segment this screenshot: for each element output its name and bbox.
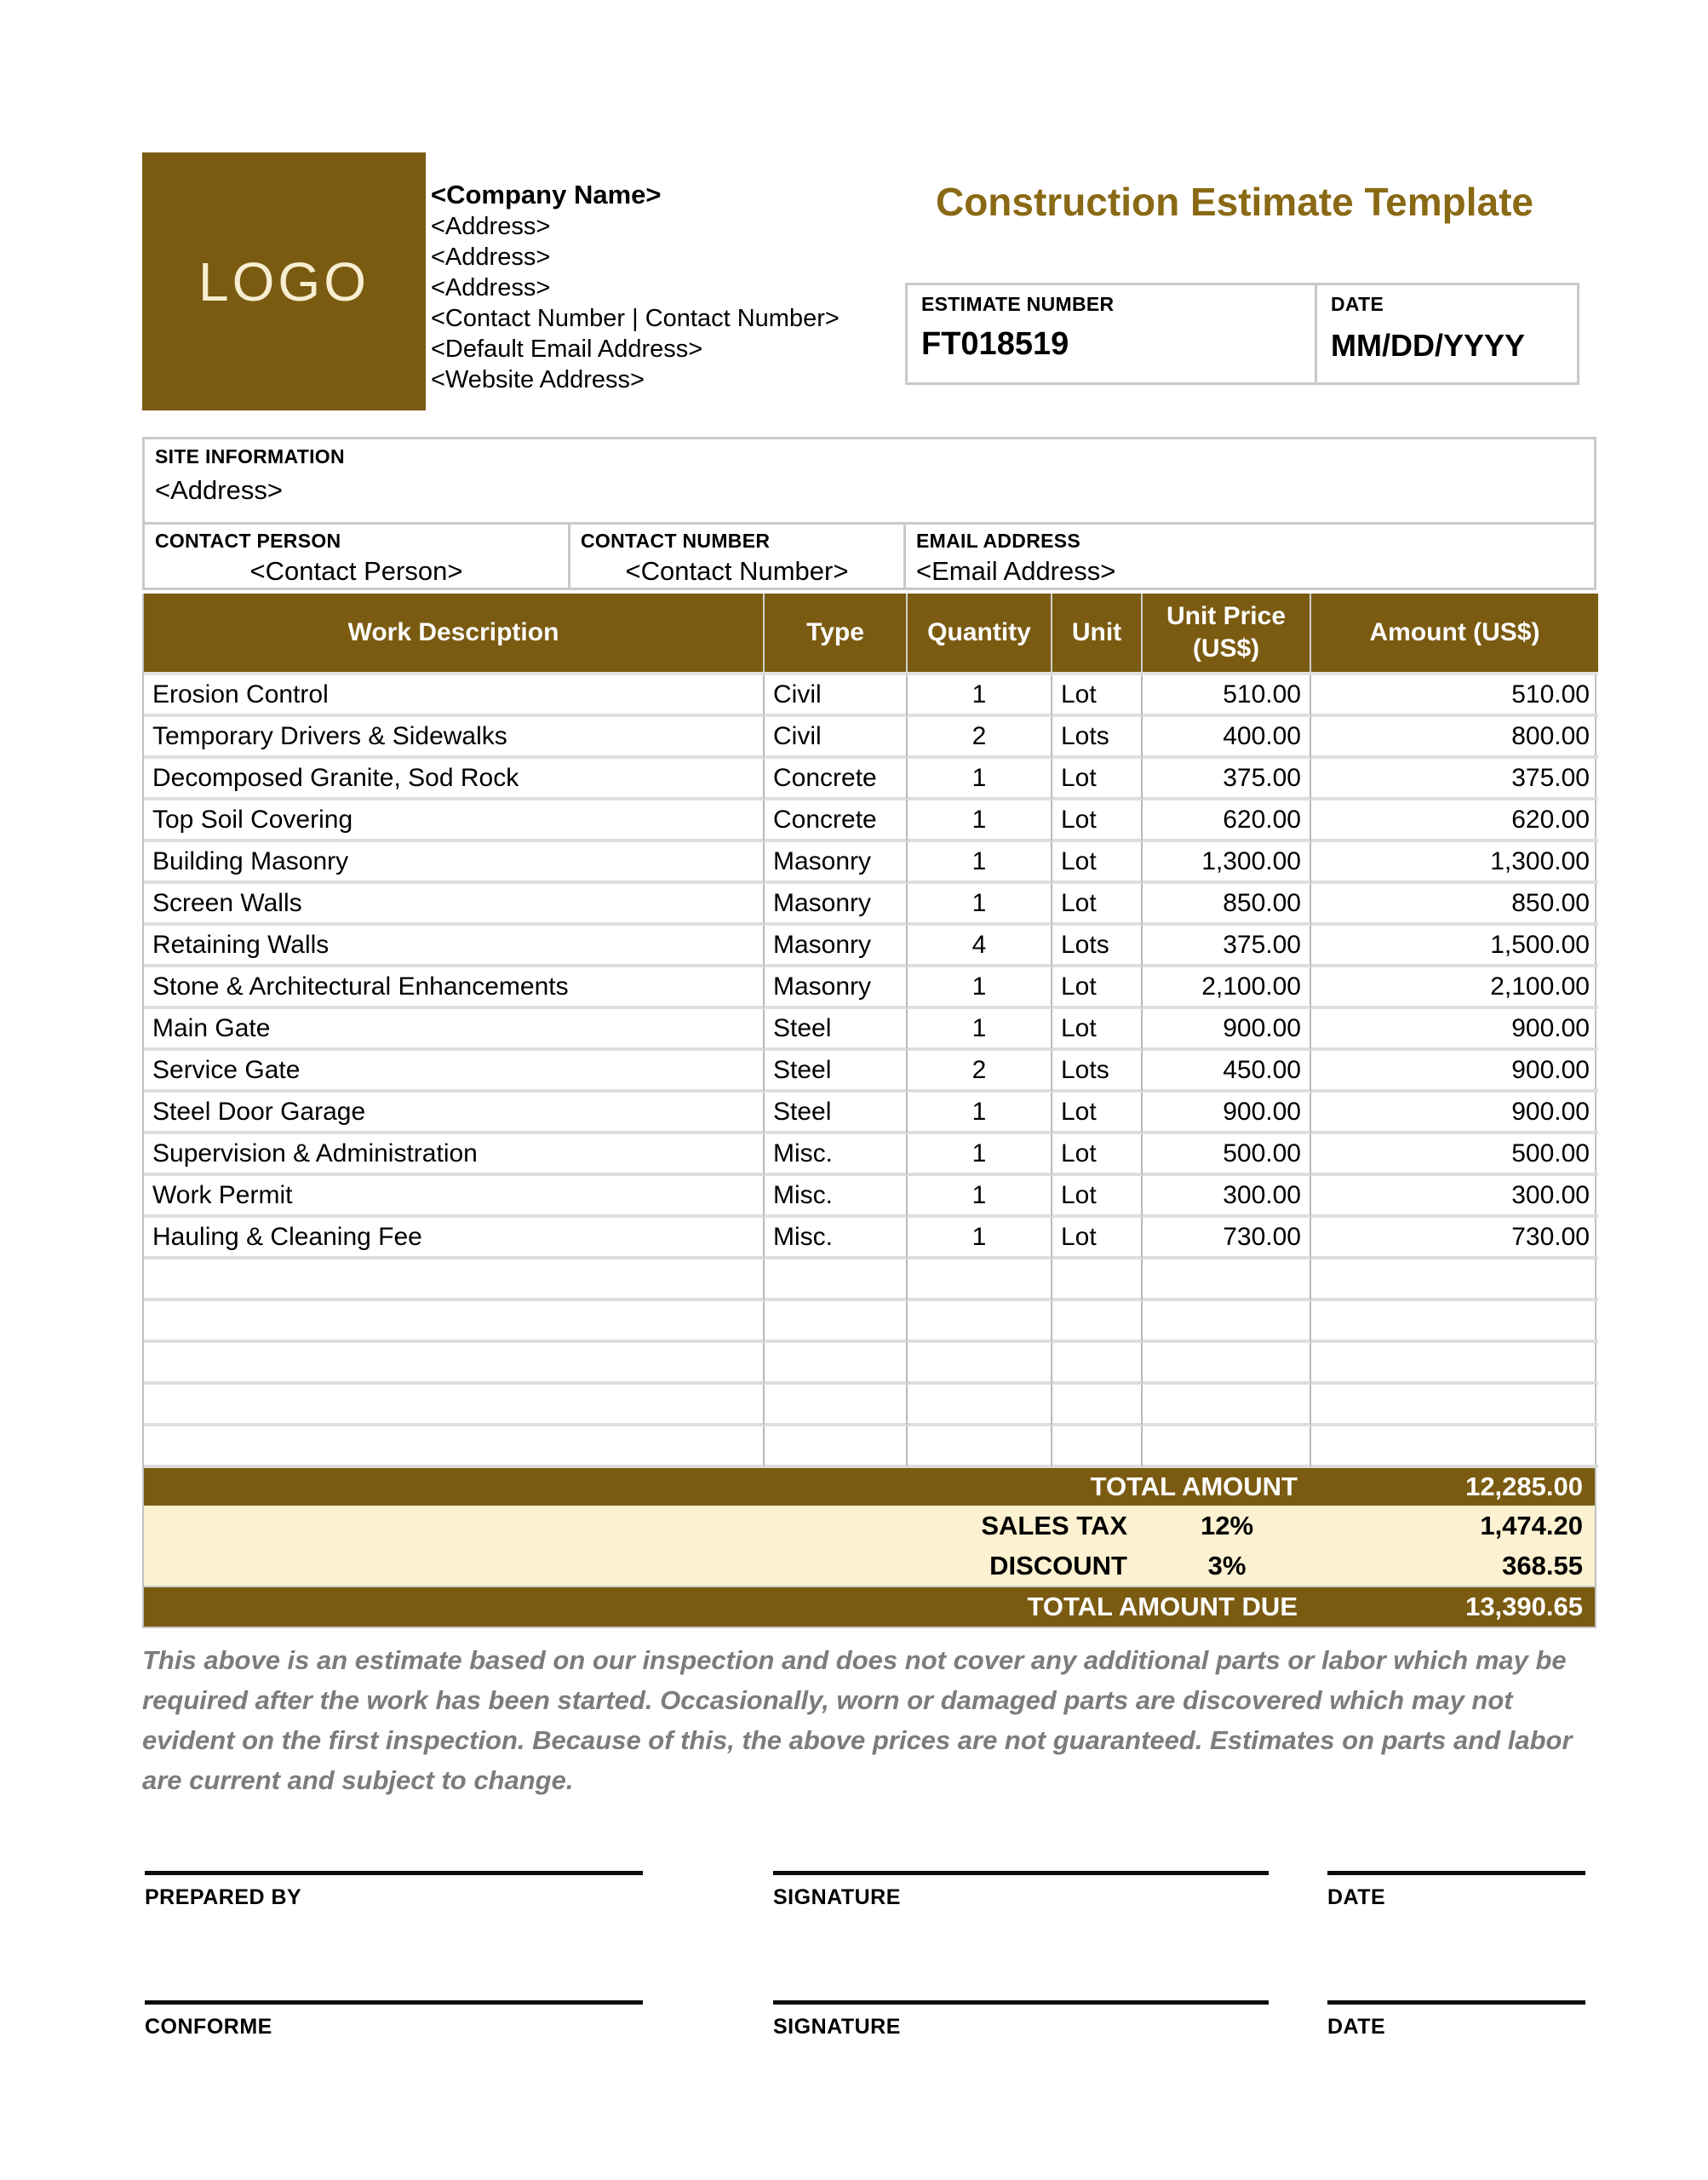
unit-cell: Lot [1052,1218,1143,1259]
company-name: <Company Name> [431,180,662,209]
table-header-row [144,594,1598,675]
type-cell: Masonry [765,926,908,967]
type-cell: Steel [765,1051,908,1093]
unit-cell [1052,1385,1143,1426]
table-row [144,967,1598,1009]
amount-cell: 500.00 [1311,1134,1598,1176]
total-amount-due-value: 13,390.65 [1465,1592,1583,1621]
unit-cell: Lots [1052,717,1143,759]
company-logo [142,152,426,410]
type-cell: Misc. [765,1134,908,1176]
column-header-work-description: Work Description [144,594,765,675]
site-information-box [142,437,1596,590]
type-cell: Masonry [765,967,908,1009]
amount-cell [1311,1343,1598,1385]
quantity-cell: 1 [908,1218,1052,1259]
site-address-cell [145,439,1594,522]
work-description-cell: Hauling & Cleaning Fee [144,1218,765,1259]
work-description-cell [144,1301,765,1343]
work-description-cell: Temporary Drivers & Sidewalks [144,717,765,759]
site-contact-row [145,522,1594,588]
amount-cell [1311,1301,1598,1343]
quantity-cell [908,1385,1052,1426]
estimate-number-label: ESTIMATE NUMBER [921,293,1115,315]
unit-price-header-line2: (US$) [1192,634,1260,663]
table-row [144,717,1598,759]
signature-label: SIGNATURE [773,1885,901,1909]
quantity-cell: 1 [908,1176,1052,1218]
quantity-cell: 1 [908,967,1052,1009]
unit-cell: Lot [1052,967,1143,1009]
table-row [144,842,1598,884]
amount-cell: 2,100.00 [1311,967,1598,1009]
signature-block [773,2000,1269,2039]
unit-cell: Lot [1052,1009,1143,1051]
unit-price-cell: 400.00 [1143,717,1311,759]
quantity-cell: 1 [908,1093,1052,1134]
contact-number-value: <Contact Number> [625,556,849,586]
column-header-unit-price [1143,594,1311,675]
estimate-table-section [142,594,1596,1628]
company-email-line: <Default Email Address> [431,336,703,363]
column-header-type: Type [765,594,908,675]
unit-cell [1052,1259,1143,1301]
company-info-block [431,179,840,395]
table-row [144,800,1598,842]
sales-tax-value: 1,474.20 [1480,1511,1583,1540]
unit-cell [1052,1301,1143,1343]
quantity-cell: 2 [908,717,1052,759]
unit-price-cell: 1,300.00 [1143,842,1311,884]
unit-price-cell: 500.00 [1143,1134,1311,1176]
company-address-line: <Address> [431,274,551,301]
unit-cell [1052,1343,1143,1385]
type-cell: Misc. [765,1218,908,1259]
date-label: DATE [1331,293,1384,315]
empty-table-row [144,1301,1598,1343]
unit-price-cell [1143,1426,1311,1468]
estimate-meta-box [905,283,1579,385]
discount-rate: 3% [1207,1551,1247,1580]
unit-price-cell: 900.00 [1143,1009,1311,1051]
amount-cell: 800.00 [1311,717,1598,759]
quantity-cell: 1 [908,884,1052,926]
date-label: DATE [1327,1885,1386,1909]
quantity-cell: 1 [908,842,1052,884]
unit-cell: Lot [1052,759,1143,800]
quantity-cell [908,1301,1052,1343]
discount-row [144,1546,1595,1587]
empty-table-row [144,1259,1598,1301]
work-description-cell: Building Masonry [144,842,765,884]
amount-cell: 1,500.00 [1311,926,1598,967]
type-cell: Concrete [765,800,908,842]
type-cell: Steel [765,1009,908,1051]
amount-cell: 900.00 [1311,1093,1598,1134]
discount-label: DISCOUNT [989,1551,1127,1580]
type-cell: Masonry [765,842,908,884]
type-cell: Civil [765,675,908,717]
unit-cell: Lot [1052,675,1143,717]
type-cell: Civil [765,717,908,759]
email-address-cell [906,525,1594,588]
column-header-unit: Unit [1052,594,1143,675]
unit-price-cell: 300.00 [1143,1176,1311,1218]
unit-price-cell [1143,1301,1311,1343]
contact-number-label: CONTACT NUMBER [581,530,771,552]
amount-cell: 730.00 [1311,1218,1598,1259]
unit-cell: Lot [1052,1093,1143,1134]
contact-person-cell [145,525,570,588]
type-cell: Masonry [765,884,908,926]
table-row [144,1134,1598,1176]
date-value: MM/DD/YYYY [1331,328,1526,363]
company-website-line: <Website Address> [431,366,645,393]
amount-cell: 1,300.00 [1311,842,1598,884]
contact-person-label: CONTACT PERSON [155,530,341,552]
estimate-number-cell [908,285,1317,382]
table-row [144,675,1598,717]
amount-cell: 510.00 [1311,675,1598,717]
unit-price-cell: 450.00 [1143,1051,1311,1093]
total-amount-bar [144,1468,1595,1506]
signature-label: SIGNATURE [773,2015,901,2039]
quantity-cell: 1 [908,800,1052,842]
empty-table-row [144,1385,1598,1426]
amount-cell [1311,1426,1598,1468]
amount-cell: 900.00 [1311,1051,1598,1093]
work-description-cell: Top Soil Covering [144,800,765,842]
prepared-by-signature-block [145,1871,643,1910]
unit-price-cell: 510.00 [1143,675,1311,717]
type-cell [765,1301,908,1343]
work-description-cell [144,1385,765,1426]
unit-cell: Lot [1052,842,1143,884]
unit-cell: Lots [1052,1051,1143,1093]
work-description-cell [144,1259,765,1301]
unit-cell: Lot [1052,1134,1143,1176]
quantity-cell [908,1259,1052,1301]
work-description-cell: Screen Walls [144,884,765,926]
unit-price-cell: 620.00 [1143,800,1311,842]
work-description-cell [144,1343,765,1385]
amount-cell [1311,1385,1598,1426]
work-description-cell: Supervision & Administration [144,1134,765,1176]
quantity-cell [908,1343,1052,1385]
total-amount-due-label: TOTAL AMOUNT DUE [1027,1592,1298,1621]
email-address-value: <Email Address> [916,556,1116,586]
work-description-cell: Work Permit [144,1176,765,1218]
work-description-cell: Main Gate [144,1009,765,1051]
empty-table-row [144,1426,1598,1468]
quantity-cell [908,1426,1052,1468]
unit-cell: Lots [1052,926,1143,967]
table-row [144,1218,1598,1259]
unit-cell: Lot [1052,800,1143,842]
table-row [144,1176,1598,1218]
type-cell: Steel [765,1093,908,1134]
discount-value: 368.55 [1502,1551,1583,1580]
type-cell: Misc. [765,1176,908,1218]
work-description-cell: Erosion Control [144,675,765,717]
quantity-cell: 1 [908,1009,1052,1051]
unit-price-cell: 730.00 [1143,1218,1311,1259]
unit-price-cell: 850.00 [1143,884,1311,926]
quantity-cell: 1 [908,1134,1052,1176]
quantity-cell: 2 [908,1051,1052,1093]
prepared-by-label: PREPARED BY [145,1885,302,1909]
quantity-cell: 1 [908,675,1052,717]
total-amount-value: 12,285.00 [1465,1472,1583,1501]
email-address-label: EMAIL ADDRESS [916,530,1081,552]
conforme-label: CONFORME [145,2015,272,2039]
work-description-cell: Service Gate [144,1051,765,1093]
table-row [144,759,1598,800]
unit-cell: Lot [1052,1176,1143,1218]
table-row [144,884,1598,926]
amount-cell: 900.00 [1311,1009,1598,1051]
type-cell: Concrete [765,759,908,800]
unit-price-cell: 900.00 [1143,1093,1311,1134]
quantity-cell: 1 [908,759,1052,800]
work-description-cell [144,1426,765,1468]
type-cell [765,1259,908,1301]
unit-price-cell: 375.00 [1143,926,1311,967]
unit-price-cell: 2,100.00 [1143,967,1311,1009]
company-address-line: <Address> [431,244,551,271]
contact-person-value: <Contact Person> [249,556,463,586]
type-cell [765,1426,908,1468]
unit-cell: Lot [1052,884,1143,926]
table-row [144,1093,1598,1134]
conforme-signature-block [145,2000,643,2039]
unit-price-cell [1143,1385,1311,1426]
company-contact-line: <Contact Number | Contact Number> [431,305,840,332]
type-cell [765,1343,908,1385]
work-description-cell: Decomposed Granite, Sod Rock [144,759,765,800]
company-address-line: <Address> [431,213,551,240]
unit-price-cell [1143,1259,1311,1301]
type-cell [765,1385,908,1426]
estimate-date-cell [1317,285,1577,382]
site-information-label: SITE INFORMATION [155,445,345,468]
date-signature-block [1327,1871,1585,1910]
unit-price-cell: 375.00 [1143,759,1311,800]
quantity-cell: 4 [908,926,1052,967]
work-description-cell: Retaining Walls [144,926,765,967]
work-description-cell: Stone & Architectural Enhancements [144,967,765,1009]
amount-cell: 620.00 [1311,800,1598,842]
column-header-amount: Amount (US$) [1311,594,1598,675]
sales-tax-row [144,1506,1595,1546]
table-row [144,1051,1598,1093]
amount-cell [1311,1259,1598,1301]
unit-cell [1052,1426,1143,1468]
total-amount-due-bar [144,1587,1595,1626]
page-title: Construction Estimate Template [935,180,1534,224]
empty-table-row [144,1343,1598,1385]
estimate-number-value: FT018519 [921,326,1069,362]
amount-cell: 850.00 [1311,884,1598,926]
sales-tax-label: SALES TAX [981,1511,1127,1540]
sales-tax-rate: 12% [1200,1511,1254,1540]
total-amount-label: TOTAL AMOUNT [1090,1472,1298,1501]
amount-cell: 300.00 [1311,1176,1598,1218]
table-row [144,926,1598,967]
logo-text: LOGO [198,250,370,313]
disclaimer-text: This above is an estimate based on our inspection and does not cover any additional parts or labor which may be required after the work has been started. Occasionally, worn or damaged parts are discovered which may not evident on the first inspection. Because of this, the above prices are not guaranteed. Estimates on parts and labor are current and subject to change. [142,1645,1573,1795]
table-row [144,1009,1598,1051]
estimate-table-body [144,675,1598,1468]
column-header-quantity: Quantity [908,594,1052,675]
amount-cell: 375.00 [1311,759,1598,800]
work-items-table [144,594,1598,1468]
contact-number-cell [570,525,906,588]
site-address-value: <Address> [155,475,283,505]
unit-price-header-line1: Unit Price [1166,602,1287,630]
date-signature-block [1327,2000,1585,2039]
date-label: DATE [1327,2015,1386,2039]
unit-price-cell [1143,1343,1311,1385]
signature-block [773,1871,1269,1910]
work-description-cell: Steel Door Garage [144,1093,765,1134]
